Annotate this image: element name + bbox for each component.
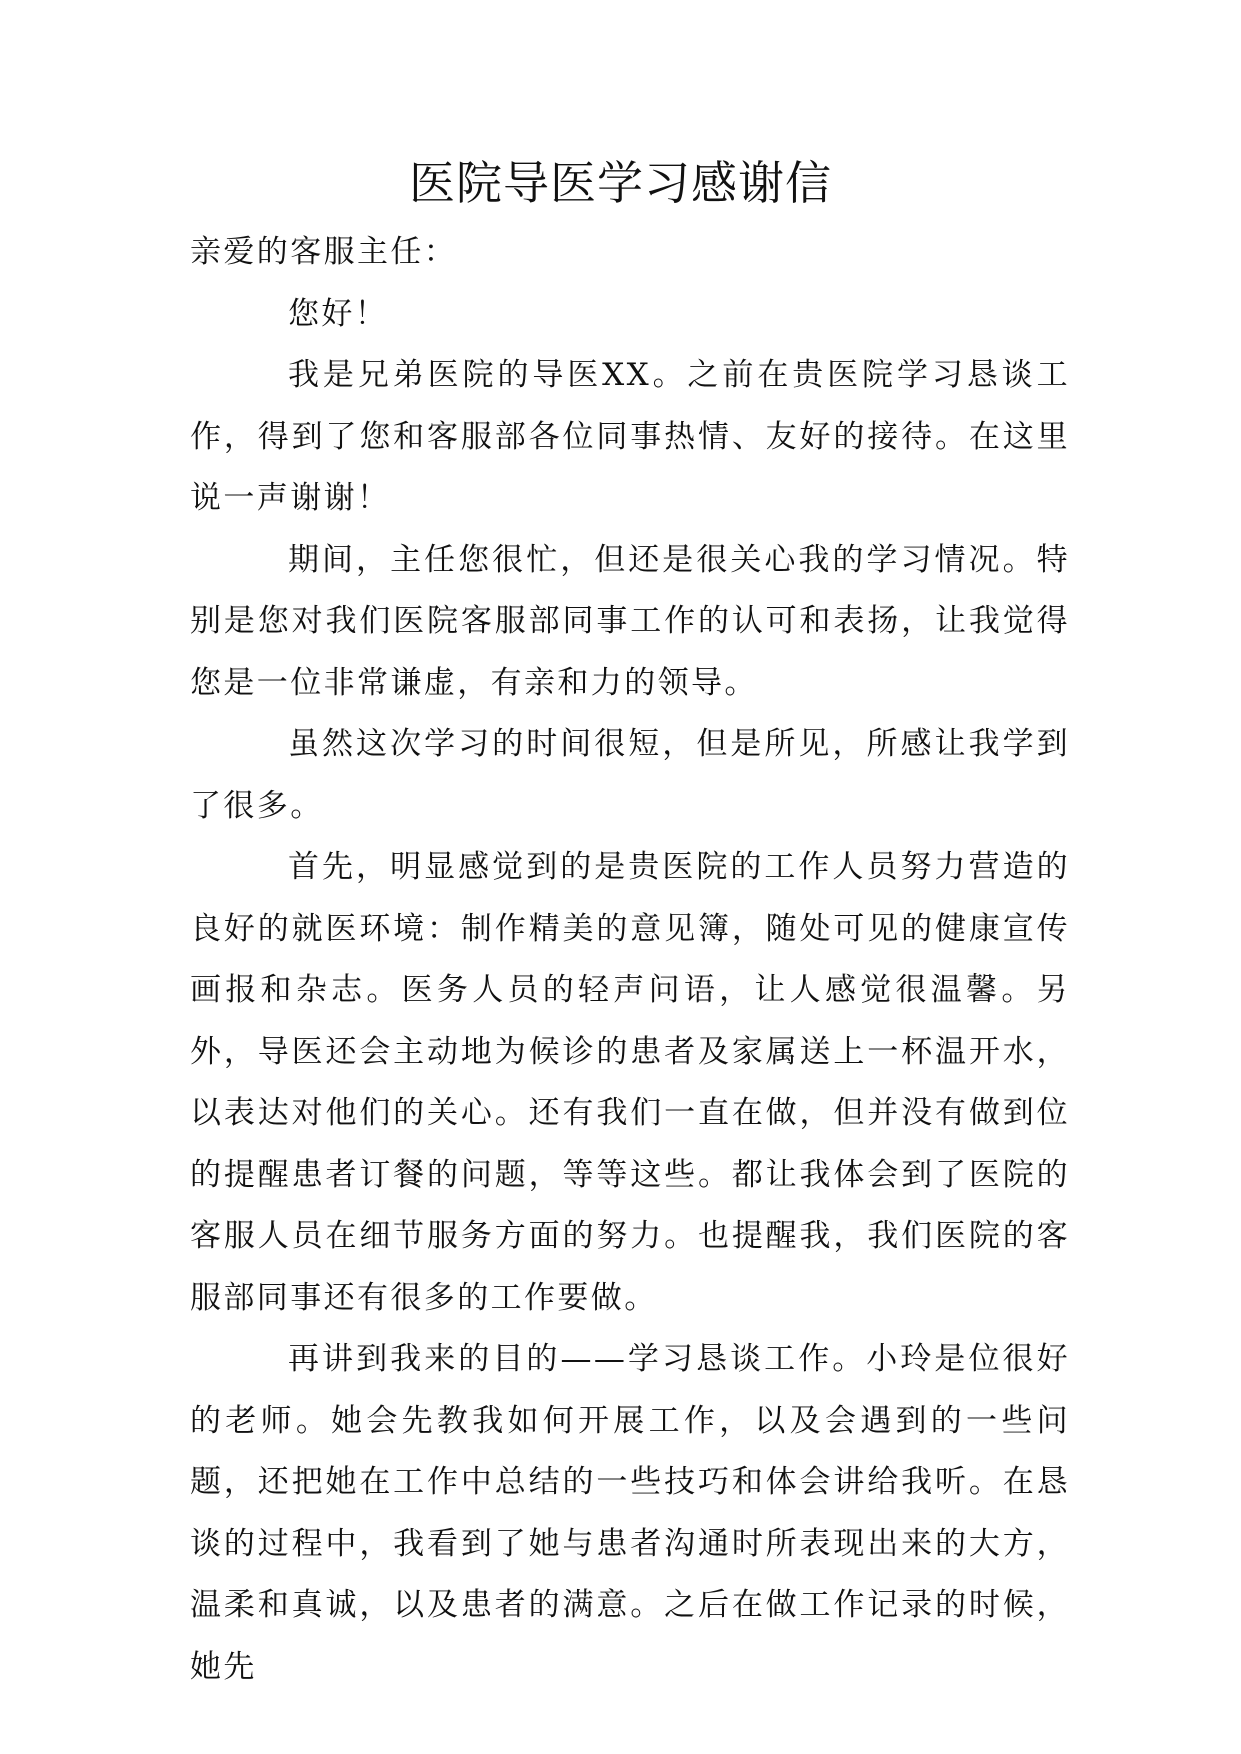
thanks-director-paragraph: 期间，主任您很忙，但还是很关心我的学习情况。特别是您对我们医院客服部同事工作的认可和表扬，让我觉得您是一位非常谦虚，有亲和力的领导。 (190, 541, 1070, 701)
document-title: 医院导医学习感谢信 (409, 156, 832, 210)
salutation: 亲爱的客服主任： (190, 234, 458, 270)
intro-paragraph: 我是兄弟医院的导医XX。之前在贵医院学习恳谈工作，得到了您和客服部各位同事热情、友好的接待。在这里说一声谢谢！ (190, 357, 1070, 516)
purpose-paragraph: 再讲到我来的目的——学习恳谈工作。小玲是位很好的老师。她会先教我如何开展工作，以及会遇到的一些问题，还把她在工作中总结的一些技巧和体会讲给我听。在恳谈的过程中，我看到了她与患者沟通时所表现出来的大方，温柔和真诚，以及患者的满意。之后在做工作记录的时候，她先 (190, 1341, 1070, 1685)
letter-body (190, 222, 1070, 1698)
environment-paragraph: 首先，明显感觉到的是贵医院的工作人员努力营造的良好的就医环境：制作精美的意见簿，随处可见的健康宣传画报和杂志。医务人员的轻声问语，让人感觉很温馨。另外，导医还会主动地为候诊的患者及家属送上一杯温开水，以表达对他们的关心。还有我们一直在做，但并没有做到位的提醒患者订餐的问题，等等这些。都让我体会到了医院的客服人员在细节服务方面的努力。也提醒我，我们医院的客服部同事还有很多的工作要做。 (190, 849, 1070, 1316)
learning-summary-paragraph: 虽然这次学习的时间很短，但是所见，所感让我学到了很多。 (190, 726, 1070, 824)
greeting-paragraph: 您好！ (288, 295, 389, 332)
